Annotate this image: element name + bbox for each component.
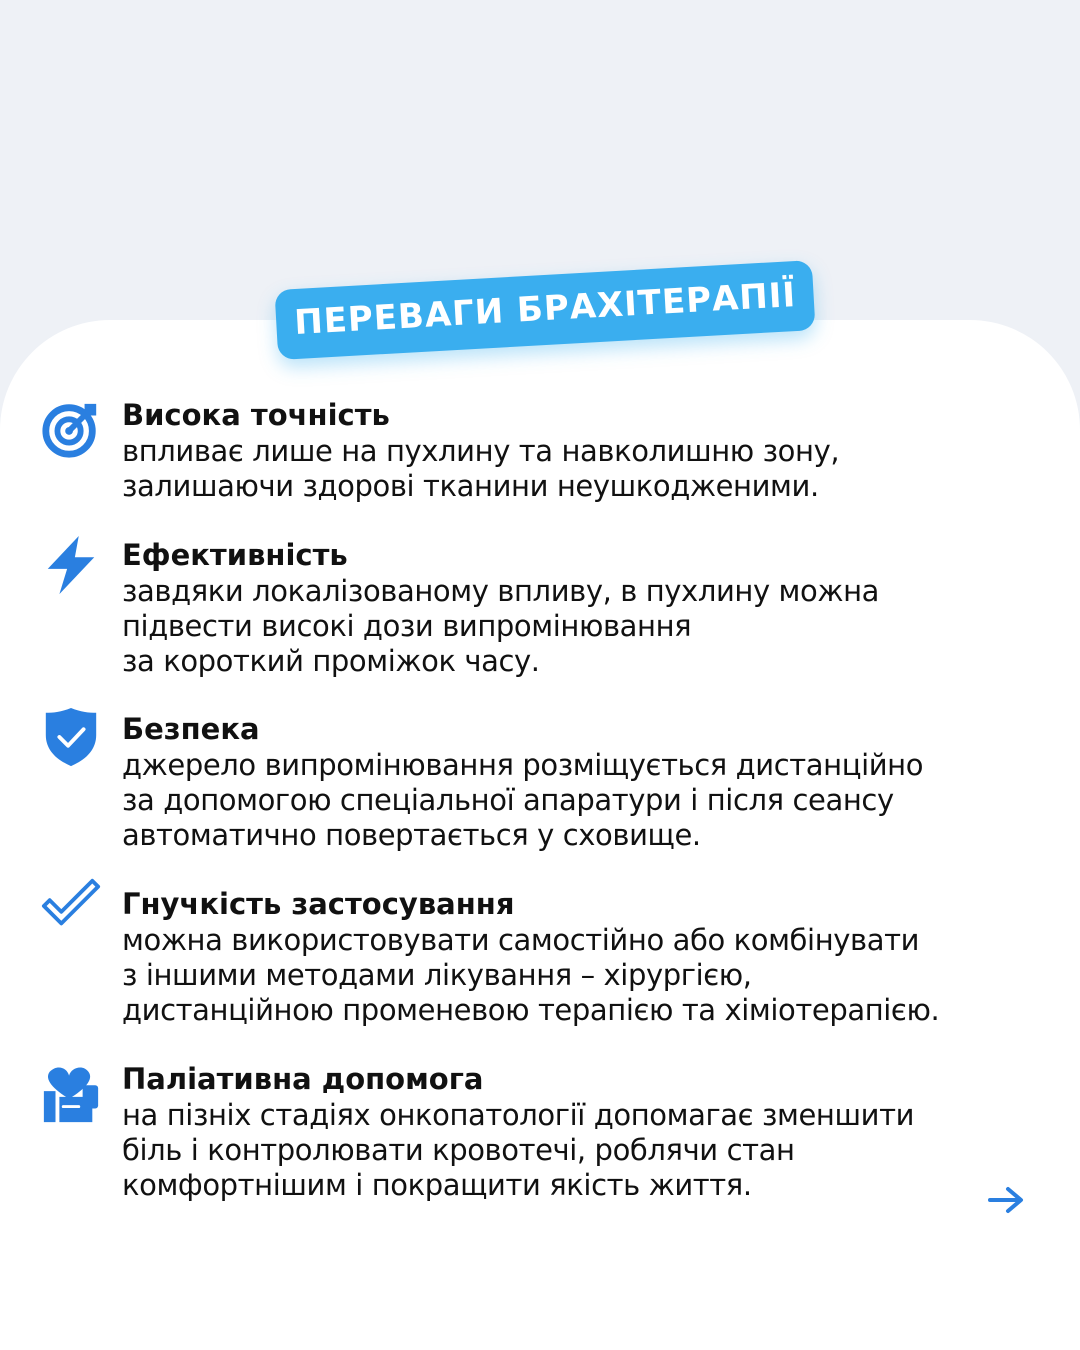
arrow-right-icon[interactable] bbox=[986, 1184, 1026, 1216]
item-heading: Гнучкість застосування bbox=[122, 887, 515, 921]
item-description: можна використовувати самостійно або комбінувати з іншими методами лікування – хірургією, дистанційною променевою терапією та хіміотерапією. bbox=[122, 923, 940, 1027]
shield-check-icon bbox=[40, 706, 102, 768]
item-description: джерело випромінювання розміщується дистанційно за допомогою спеціальної апаратури і після сеансу автоматично повертається у сховище. bbox=[122, 748, 924, 852]
item-description: на пізніх стадіях онкопатології допомагає зменшити біль і контролювати кровотечі, роблячи стан комфортнішим і покращити якість життя. bbox=[122, 1098, 915, 1202]
item-heading: Паліативна допомога bbox=[122, 1062, 484, 1096]
item-description: впливає лише на пухлину та навколишню зону, залишаючи здорові тканини неушкодженими. bbox=[122, 434, 840, 503]
target-icon bbox=[40, 398, 102, 460]
item-heading: Ефективність bbox=[122, 538, 348, 572]
lightning-icon bbox=[40, 534, 102, 596]
care-hands-icon bbox=[40, 1062, 102, 1124]
checkmark-icon bbox=[40, 875, 102, 937]
item-heading: Висока точність bbox=[122, 398, 390, 432]
item-description: завдяки локалізованому впливу, в пухлину можна підвести високі дози випромінювання за короткий проміжок часу. bbox=[122, 574, 880, 678]
page-title-badge: ПЕРЕВАГИ БРАХІТЕРАПІЇ bbox=[274, 260, 816, 360]
item-heading: Безпека bbox=[122, 712, 260, 746]
